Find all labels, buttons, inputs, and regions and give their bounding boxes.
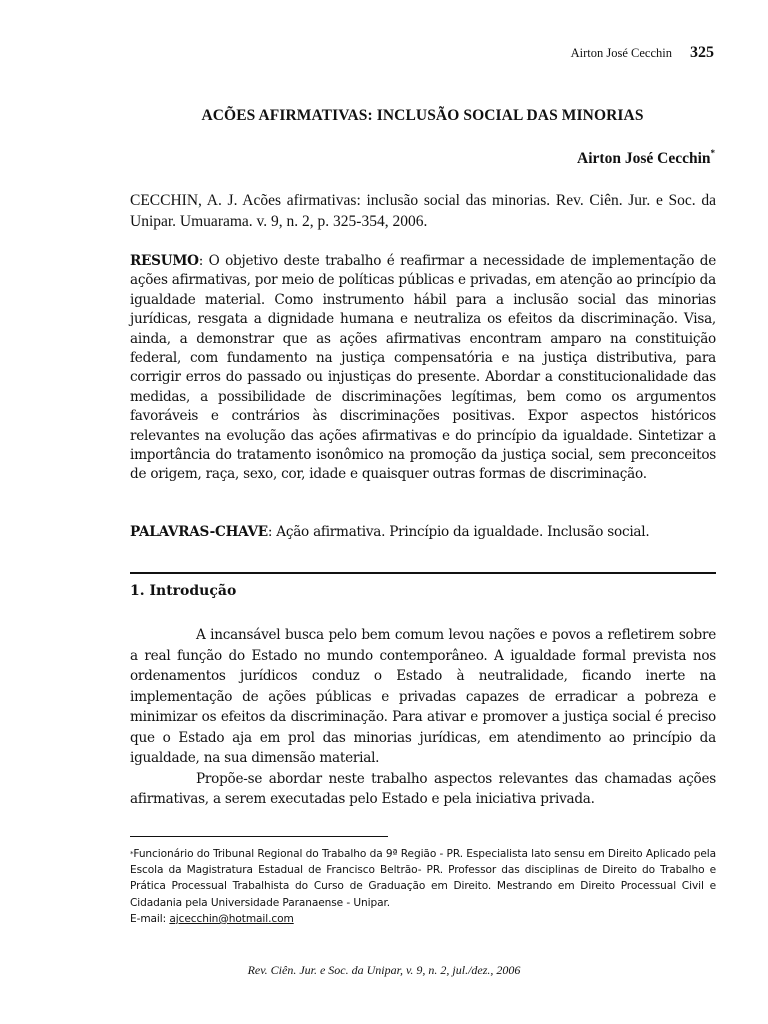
journal-footer: Rev. Ciên. Jur. e Soc. da Unipar, v. 9, n. 2, jul./dez., 2006 — [247, 963, 521, 977]
paragraph: A incansável busca pelo bem comum levou nações e povos a refletirem sobre a real função do Estado no mundo contemporâneo. A igualdade formal prevista nos ordenamentos jurídicos conduz o Estado à neutralidade, ficando inerte na implementação de ações públicas e privadas capazes de erradicar a pobreza e minimizar os efeitos da discriminação. Para ativar e promover a justiça social é preciso que o Estado aja em prol das minorias jurídicas, em atendimento ao princípio da igualdade, na sua dimensão material. — [130, 627, 716, 766]
citation: CECCHIN, A. J. Acões afirmativas: inclusão social das minorias. Rev. Ciên. Jur. e Soc. da Unipar. Umuarama. v. 9, n. 2, p. 325-354, 2006. — [130, 192, 716, 230]
email-link[interactable]: ajcecchin@hotmail.com — [169, 912, 294, 925]
keywords — [130, 523, 716, 542]
article-title: ACÕES AFIRMATIVAS: INCLUSÃO SOCIAL DAS MINORIAS — [201, 107, 644, 124]
author-name: Airton José Cecchin — [577, 150, 711, 167]
abstract-text: : O objetivo deste trabalho é reafirmar a necessidade de implementação de ações afirmativas, por meio de políticas públicas e privadas, em atenção ao princípio da igualdade material. Como instrumento hábil para a inclusão social das minorias jurídicas, resgata a dignidade humana e neutraliza os efeitos da discriminação. Visa, ainda, a demonstrar que as ações afirmativas encontram amparo na constituição federal, com fundamento na justiça compensatória e na justiça distributiva, para corrigir erros do passado ou injustiças do presente. Abordar a constitucionalidade das medidas, a possibilidade de discriminações legítimas, bem como os argumentos favoráveis e contrários às discriminações positivas. Expor aspectos históricos relevantes na evolução das ações afirmativas e do princípio da igualdade. Sintetizar a importância do tratamento isonômico na promoção da justiça social, sem preconceitos de origem, raça, sexo, cor, idade e quaisquer outras formas de discriminação. — [130, 253, 716, 483]
running-head — [571, 44, 714, 62]
running-head-author: Airton José Cecchin — [570, 46, 672, 60]
keywords-label: PALAVRAS-CHAVE — [130, 524, 268, 540]
paragraph: Propõe-se abordar neste trabalho aspectos relevantes das chamadas ações afirmativas, a serem executadas pelo Estado e pela iniciativa privada. — [130, 770, 716, 807]
footnote — [130, 846, 716, 927]
page-number: 325 — [690, 44, 714, 61]
section-divider — [130, 572, 716, 574]
section-heading: 1. Introdução — [130, 583, 237, 599]
article-author — [577, 150, 715, 168]
abstract-label: RESUMO — [130, 253, 199, 269]
footnote-mark: * — [130, 850, 134, 858]
abstract — [130, 252, 716, 485]
author-footnote-mark: * — [710, 148, 715, 158]
email-label: E-mail: — [130, 912, 167, 925]
footnote-text: Funcionário do Tribunal Regional do Trabalho da 9ª Região - PR. Especialista lato sensu em Direito Aplicado pela Escola da Magistratura Estadual de Francisco Beltrão- PR. Professor das disciplinas de Direito do Trabalho e Prática Processual Trabalhista do Curso de Graduação em Direito. Mestrando em Direito Processual Civil e Cidadania pela Universidade Paranaense - Unipar. — [130, 848, 716, 909]
footnote-divider — [130, 836, 388, 837]
body-text — [130, 625, 716, 810]
keywords-text: : Ação afirmativa. Princípio da igualdade. Inclusão social. — [267, 524, 650, 540]
